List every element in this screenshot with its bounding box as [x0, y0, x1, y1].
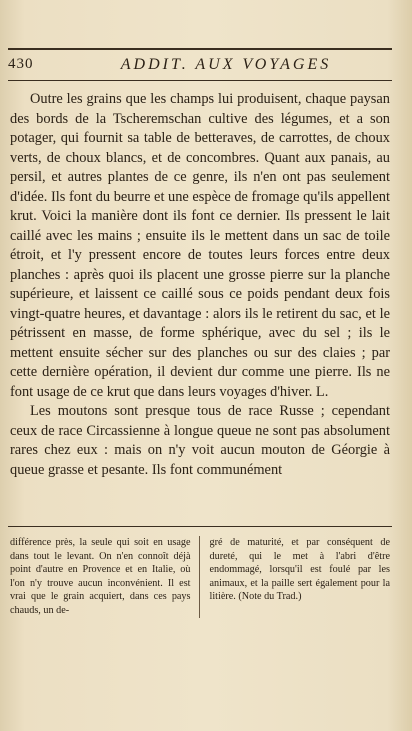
running-title: ADDIT. AUX VOYAGES [120, 56, 332, 73]
page-number: 430 [8, 56, 34, 72]
footnotes [10, 536, 390, 618]
footnote-right-column: gré de maturité, et par conséquent de dureté, qui le met à l'abri d'être endommagé, lorsqu'il est foulé par les animaux, et la paille sert également pour la litière. (Note du Trad.) [199, 536, 391, 618]
top-rule [8, 48, 392, 50]
page-header [8, 56, 392, 76]
footnote-left-column: différence près, la seule qui soit en usage dans tout le levant. On n'en connoît déjà point d'autre en Provence et en Italie, où l'on n'y trouve aucun inconvénient. Il est vrai que le grain acquiert, dans ces pays chauds, un de- [10, 537, 191, 616]
footnote-rule [8, 526, 392, 527]
header-rule [8, 80, 392, 81]
main-text [10, 90, 390, 480]
paragraph: Les moutons sont presque tous de race Russe ; cependant ceux de race Circassienne à longue queue ne sont pas absolument rares chez eux : mais on n'y voit aucun mouton de Géorgie à queue grasse et pesante. Ils font communément [10, 403, 390, 478]
paragraph: Outre les grains que les champs lui produisent, chaque paysan des bords de la Tscheremschan cultive des légumes, et a son potager, qui fournit sa table de betteraves, de carrottes, de choux verts, de choux blancs, et de concombres. Quant aux panais, au persil, et autres plantes de ce genre, ils n'en ont pas seulement d'idée. Ils font du beurre et une espèce de fromage qu'ils appellent krut. Voici la manière dont ils font ce dernier. Ils pressent le lait caillé avec les mains ; ensuite ils le mettent dans un sac de toile étroit, et l'y pressent encore de toutes leurs forces entre deux planches : après quoi ils placent une grosse pierre sur la planche supérieure, et laissent ce caillé sous ce poids pendant deux fois vingt-quatre heures, et davantage : alors ils le retirent du sac, et le pétrissent en masse, de forme sphérique, avec du sel ; ils le mettent ensuite sécher sur des planches ou sur des claies ; par cette dernière opération, il devient dur comme une pierre. Ils ne font usage de ce krut que dans leurs voyages d'hiver. L. [10, 91, 390, 400]
